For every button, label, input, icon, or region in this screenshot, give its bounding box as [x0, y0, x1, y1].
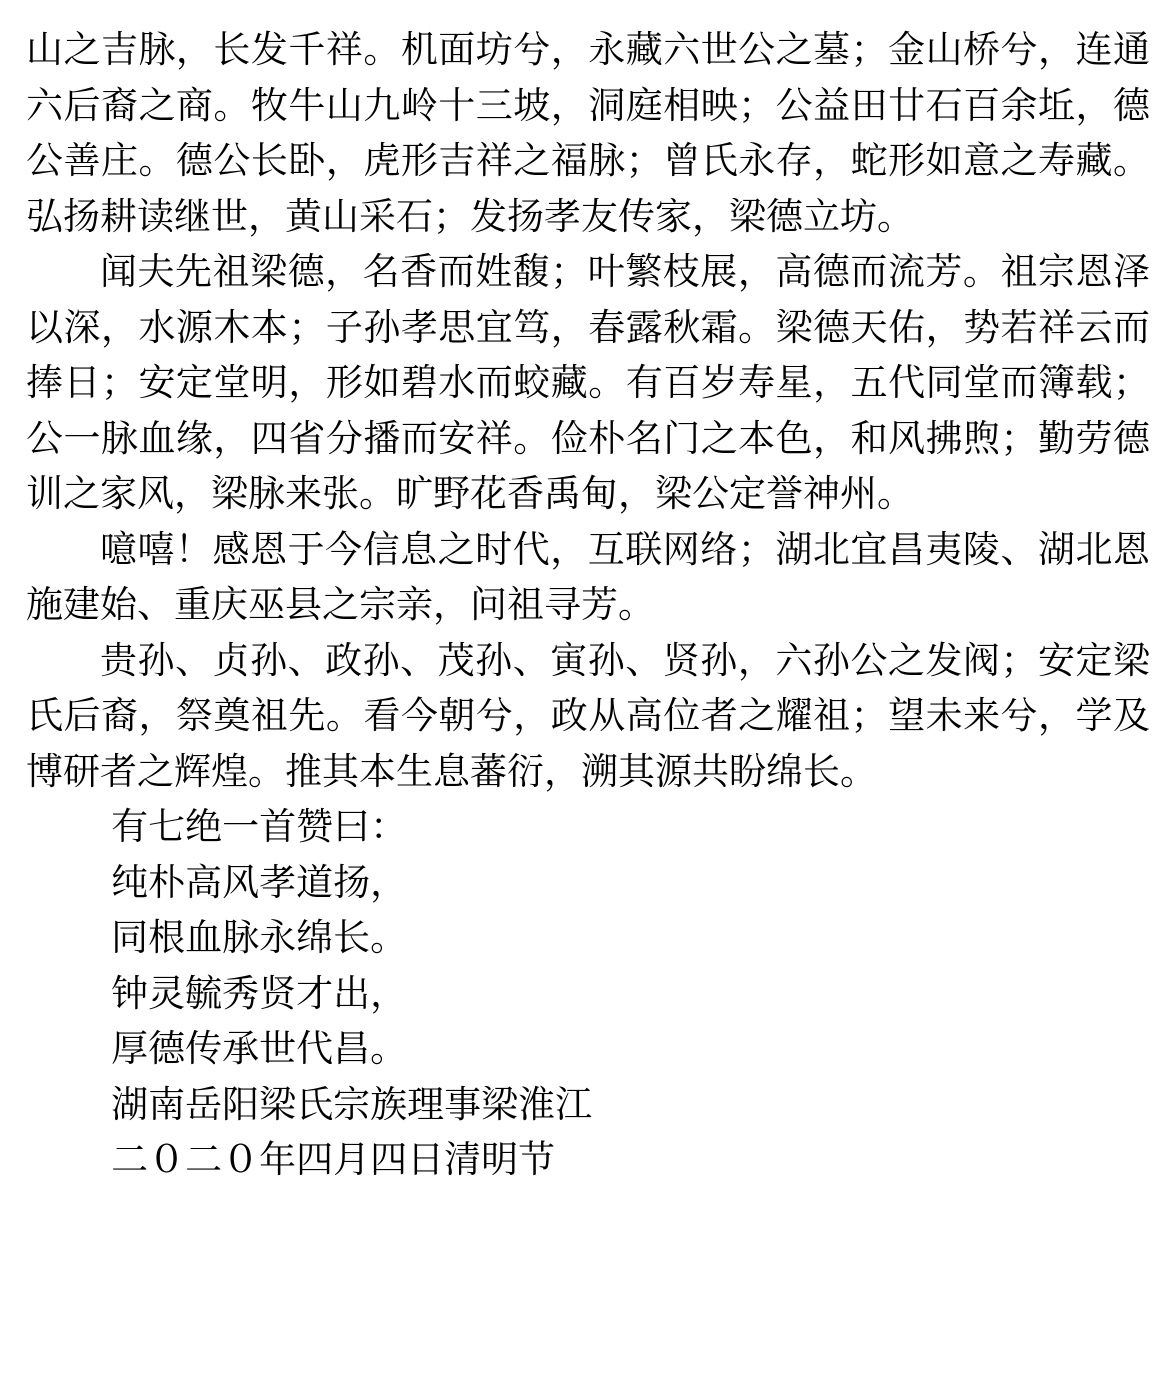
paragraph-4: 贵孙、贞孙、政孙、茂孙、寅孙、贤孙，六孙公之发阀；安定梁氏后裔，祭奠祖先。看今朝兮，政从高位者之耀祖；望未来兮，学及博研者之辉煌。推其本生息蕃衍，溯其源共盼绵长。 [26, 638, 1150, 793]
poem-intro: 有七绝一首赞曰： [111, 805, 408, 848]
document-body [26, 22, 1150, 1188]
poem-line-4: 厚德传承世代昌。 [111, 1027, 408, 1070]
author-signature: 湖南岳阳梁氏宗族理事梁淮江 [111, 1082, 593, 1126]
poem-line-1: 纯朴高风孝道扬， [111, 860, 408, 904]
document-date: 二０二０年四月四日清明节 [111, 1138, 556, 1181]
paragraph-3: 噫嘻！感恩于今信息之时代，互联网络；湖北宜昌夷陵、湖北恩施建始、重庆巫县之宗亲，问祖寻芳。 [26, 527, 1150, 626]
poem-line-3: 钟灵毓秀贤才出， [111, 971, 408, 1015]
paragraph-2: 闻夫先祖梁德，名香而姓馥；叶繁枝展，高德而流芳。祖宗恩泽以深，水源木本；子孙孝思宜笃，春露秋霜。梁德天佑，势若祥云而捧日；安定堂明，形如碧水而蛟藏。有百岁寿星，五代同堂而簿载；公一脉血缘，四省分播而安祥。俭朴名门之本色，和风拂煦；勤劳德训之家风，梁脉来张。旷野花香禹甸，梁公定誉神州。 [26, 250, 1150, 515]
paragraph-1: 山之吉脉，长发千祥。机面坊兮，永藏六世公之墓；金山桥兮，连通六后裔之商。牧牛山九岭十三坡，洞庭相映；公益田廿石百余坵，德公善庄。德公长卧，虎形吉祥之福脉；曾氏永存，蛇形如意之寿藏。弘扬耕读继世，黄山采石；发扬孝友传家，梁德立坊。 [26, 28, 1150, 238]
poem-line-2: 同根血脉永绵长。 [111, 916, 408, 959]
